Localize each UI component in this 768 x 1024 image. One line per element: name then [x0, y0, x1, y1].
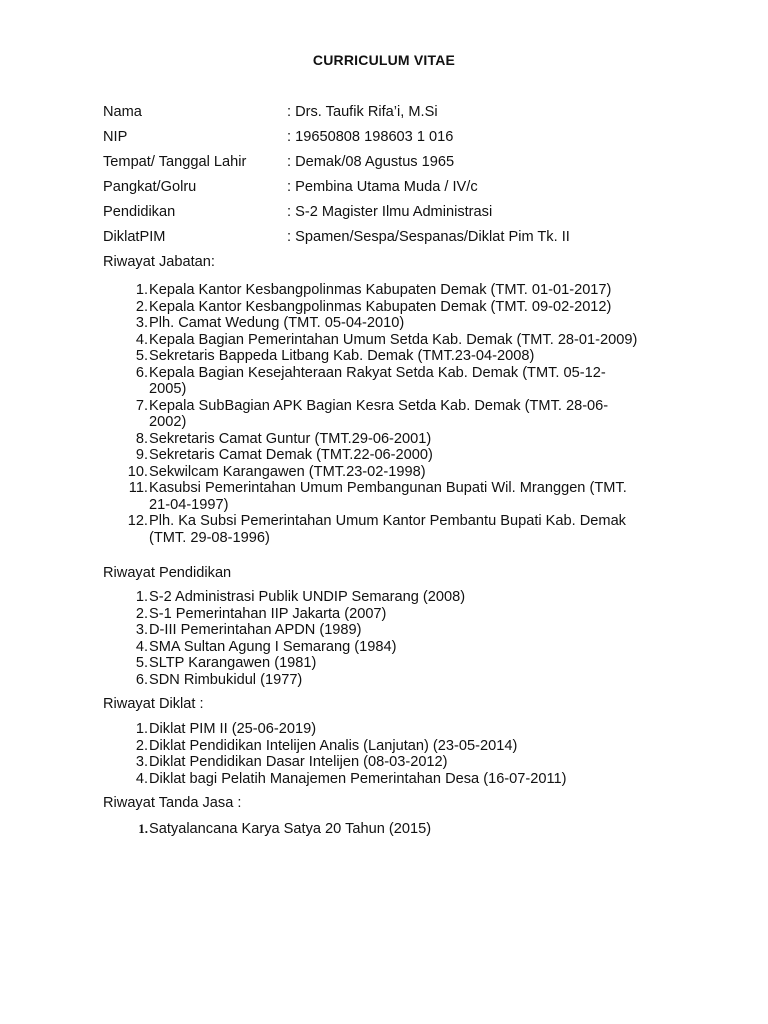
item-number: 2. [135, 298, 148, 315]
list-item [103, 738, 703, 755]
info-value: : Drs. Taufik Rifa’i, M.Si [287, 104, 438, 120]
info-label: Pangkat/Golru [103, 179, 197, 195]
info-value: : Demak/08 Agustus 1965 [287, 154, 455, 170]
list-item [103, 332, 703, 349]
item-number: 4. [135, 770, 148, 787]
info-label: DiklatPIM [103, 229, 166, 245]
item-text: Plh. Camat Wedung (TMT. 05-04-2010) [149, 315, 405, 331]
item-number: 4. [135, 331, 148, 348]
list-item [103, 365, 703, 398]
list-item [103, 464, 703, 481]
list-item [103, 282, 703, 299]
item-number: 1. [135, 721, 148, 737]
item-text: Diklat Pendidikan Intelijen Analis (Lanjutan) (23-05-2014) [149, 737, 518, 754]
item-text: S-2 Administrasi Publik UNDIP Semarang (2008) [149, 589, 466, 605]
section-heading: Riwayat Diklat : [103, 696, 204, 712]
list-item [103, 431, 703, 448]
list-item [103, 639, 703, 656]
list-item [103, 721, 703, 738]
item-text: Kepala SubBagian APK Bagian Kesra Setda Kab. Demak (TMT. 28-06-2002) [149, 397, 609, 430]
section-heading: Riwayat Jabatan: [103, 254, 215, 270]
section-riwayat-pendidikan [103, 563, 703, 688]
item-text: Sekretaris Camat Demak (TMT.22-06-2000) [149, 447, 433, 463]
pendidikan-list [103, 589, 703, 688]
info-value: : Pembina Utama Muda / IV/c [287, 179, 478, 195]
list-item [103, 480, 703, 513]
info-label: Nama [103, 104, 142, 120]
item-text: Satyalancana Karya Satya 20 Tahun (2015) [149, 821, 432, 837]
item-text: Kepala Bagian Kesejahteraan Rakyat Setda Kab. Demak (TMT. 05-12-2005) [149, 364, 606, 397]
item-text: SMA Sultan Agung I Semarang (1984) [149, 638, 397, 655]
item-text: Sekretaris Camat Guntur (TMT.29-06-2001) [149, 430, 432, 447]
list-item [103, 348, 703, 365]
info-label: NIP [103, 129, 128, 145]
list-item [103, 754, 703, 771]
list-item [103, 655, 703, 672]
list-item [103, 606, 703, 623]
section-riwayat-tanda-jasa [103, 793, 703, 838]
info-row-tempat-tanggal-lahir [103, 152, 703, 177]
section-heading: Riwayat Tanda Jasa : [103, 795, 242, 811]
item-number: 6. [135, 364, 148, 381]
info-row-nip [103, 127, 703, 152]
item-number: 10. [127, 463, 148, 480]
diklat-list [103, 721, 703, 787]
info-value: : S-2 Magister Ilmu Administrasi [287, 204, 493, 220]
list-item [103, 771, 703, 788]
item-number: 2. [135, 737, 148, 754]
info-value: : Spamen/Sespa/Sespanas/Diklat Pim Tk. II [287, 229, 570, 245]
item-number: 5. [135, 655, 148, 671]
info-row-pendidikan [103, 202, 703, 227]
info-value: : 19650808 198603 1 016 [287, 129, 454, 145]
tanda-jasa-list [103, 821, 703, 838]
item-text: Diklat Pendidikan Dasar Intelijen (08-03-2012) [149, 754, 448, 770]
jabatan-list [103, 282, 703, 546]
item-text: Diklat PIM II (25-06-2019) [149, 721, 317, 737]
info-row-nama [103, 102, 703, 127]
item-number: 5. [135, 348, 148, 364]
list-item [103, 398, 703, 431]
item-number: 7. [135, 397, 148, 414]
item-text: S-1 Pemerintahan IIP Jakarta (2007) [149, 605, 387, 622]
item-number: 1. [135, 589, 148, 605]
item-number: 3. [135, 754, 148, 770]
info-row-diklatpim [103, 227, 703, 252]
personal-info-table [103, 102, 703, 252]
item-text: Plh. Ka Subsi Pemerintahan Umum Kantor Pembantu Bupati Kab. Demak (TMT. 29-08-1996) [149, 513, 626, 546]
item-number: 11. [128, 480, 148, 496]
item-text: SDN Rimbukidul (1977) [149, 671, 303, 688]
item-text: Sekretaris Bappeda Litbang Kab. Demak (TMT.23-04-2008) [149, 348, 535, 364]
info-label: Tempat/ Tanggal Lahir [103, 154, 247, 170]
section-riwayat-jabatan [103, 252, 703, 546]
info-row-pangkat-golru [103, 177, 703, 202]
item-text: D-III Pemerintahan APDN (1989) [149, 622, 362, 638]
item-text: Sekwilcam Karangawen (TMT.23-02-1998) [149, 463, 426, 480]
item-number: 3. [135, 315, 148, 331]
item-number: 9. [135, 447, 148, 463]
item-number: 4. [135, 638, 148, 655]
list-item [103, 672, 703, 689]
list-item [103, 299, 703, 316]
info-label: Pendidikan [103, 204, 176, 220]
item-number: 8. [135, 430, 148, 447]
item-number: 1. [138, 821, 148, 836]
list-item [103, 821, 703, 838]
item-number: 12. [127, 513, 148, 529]
list-item [103, 447, 703, 464]
item-number: 6. [135, 671, 148, 688]
item-text: Kasubsi Pemerintahan Umum Pembangunan Bupati Wil. Mranggen (TMT. 21-04-1997) [149, 480, 627, 513]
list-item [103, 622, 703, 639]
item-number: 3. [135, 622, 148, 638]
item-text: Kepala Kantor Kesbangpolinmas Kabupaten Demak (TMT. 09-02-2012) [149, 298, 612, 315]
item-text: SLTP Karangawen (1981) [149, 655, 317, 671]
section-heading: Riwayat Pendidikan [103, 565, 232, 581]
list-item [103, 589, 703, 606]
section-riwayat-diklat [103, 694, 703, 787]
list-item [103, 513, 703, 546]
list-item [103, 315, 703, 332]
item-text: Diklat bagi Pelatih Manajemen Pemerintahan Desa (16-07-2011) [149, 770, 567, 787]
item-text: Kepala Bagian Pemerintahan Umum Setda Kab. Demak (TMT. 28-01-2009) [149, 331, 638, 348]
item-number: 1. [135, 282, 148, 298]
item-number: 2. [135, 605, 148, 622]
item-text: Kepala Kantor Kesbangpolinmas Kabupaten Demak (TMT. 01-01-2017) [149, 282, 612, 298]
document-title: CURRICULUM VITAE [312, 52, 456, 68]
